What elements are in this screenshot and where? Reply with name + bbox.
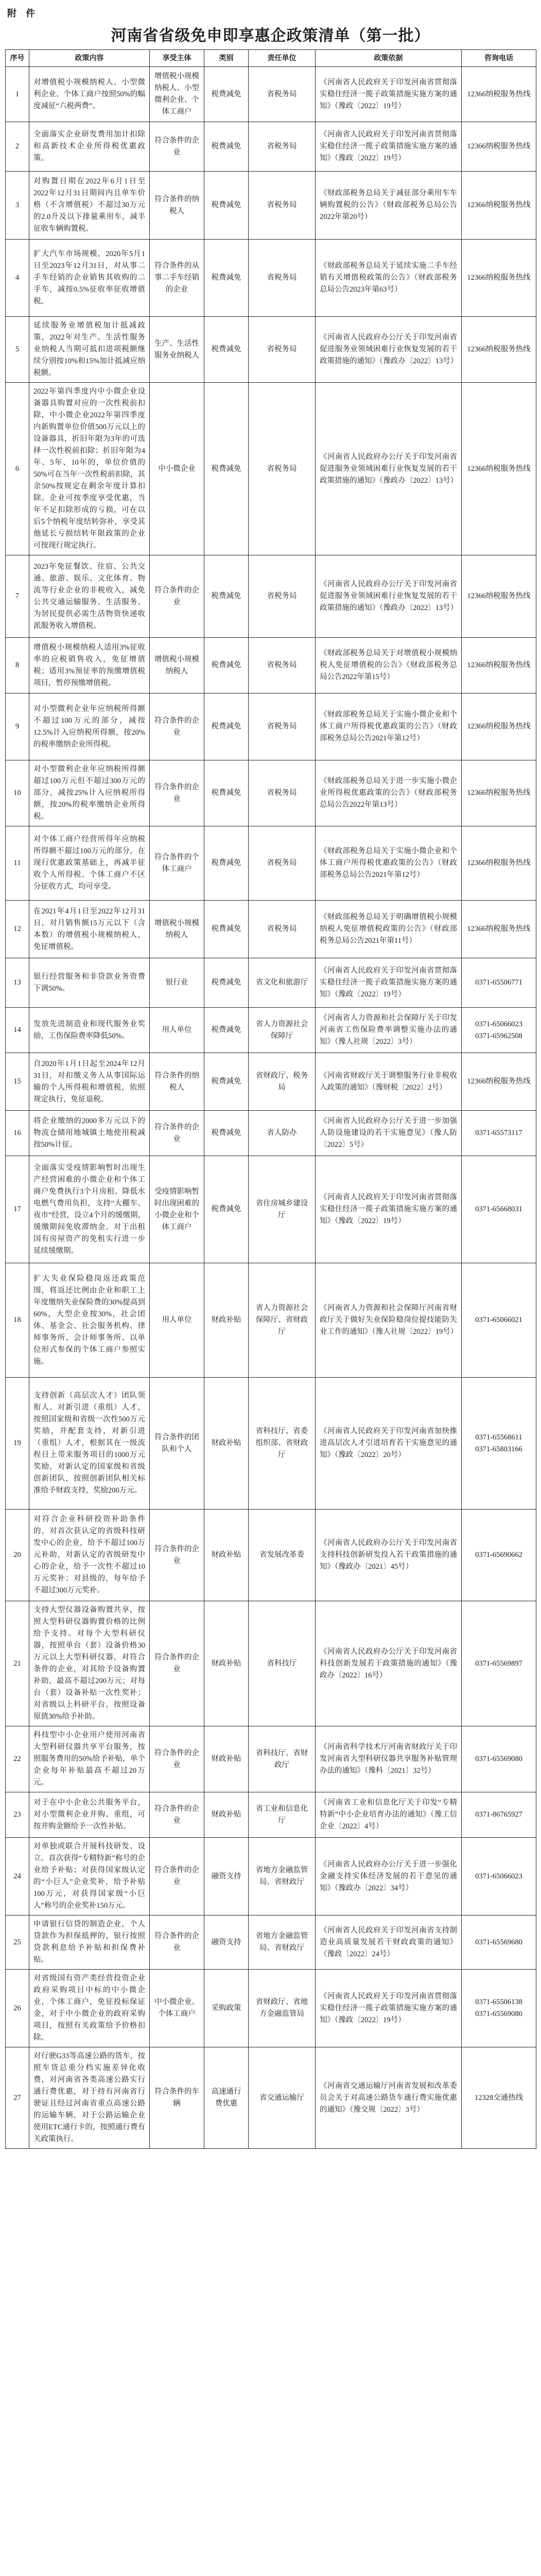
basis-cell: 《财政部税务总局关于减征部分乘用车车辆购置税的公告》（财政部税务总局公告2022年第20号） (316, 172, 462, 240)
subject-cell: 符合条件的企业 (150, 1838, 204, 1916)
subject-cell: 银行业 (150, 958, 204, 1008)
content-cell: 对增值税小规模纳税人、小型微利企业、个体工商户按照50%的幅度减征“六税两费”。 (29, 67, 150, 122)
header-subject: 享受主体 (150, 50, 204, 67)
phone-cell: 0371-65066021 (462, 1263, 536, 1378)
table-row (6, 1053, 536, 1111)
header-basis: 政策依据 (316, 50, 462, 67)
seq-cell: 22 (6, 1726, 29, 1792)
basis-cell: 《河南省人力资源和社会保障厅河南省财政厅关于做好失业保险稳岗位提技能防失业工作的通知》（豫人社规〔2022〕19号） (316, 1263, 462, 1378)
table-row (6, 122, 536, 172)
basis-cell: 《河南省财政厅关于调整服务行业非税收入政策的通知》（豫财税〔2022〕2号） (316, 1053, 462, 1111)
basis-cell: 《河南省工业和信息化厅关于印发“专精特新”中小企业培育办法的通知》（豫工信企业〔2022〕4号） (316, 1792, 462, 1838)
content-cell: 延续服务业增值税加计抵减政策，2022年对生产、生活性服务业纳税人当期可抵扣进项税额继续分别按10%和15%加计抵减应纳税额。 (29, 317, 150, 383)
basis-cell: 《河南省人民政府办公厅关于印发河南省科技创新发展若干政策措施的通知》（豫政办〔2022〕16号） (316, 1601, 462, 1726)
subject-cell: 符合条件的纳税人 (150, 172, 204, 240)
seq-cell: 14 (6, 1008, 29, 1053)
basis-cell: 《河南省人民政府关于印发河南省支持制造业高质量发展若干财政政策的通知》（豫政〔2022〕24号） (316, 1916, 462, 1970)
category-cell: 税费减免 (204, 1156, 249, 1263)
unit-cell: 省住房城乡建设厅 (249, 1156, 316, 1263)
subject-cell: 符合条件的车辆 (150, 2047, 204, 2149)
phone-cell: 12366纳税服务热线 (462, 240, 536, 317)
unit-cell: 省税务局 (249, 826, 316, 901)
phone-cell: 0371-65569897 (462, 1601, 536, 1726)
subject-cell: 符合条件的企业 (150, 555, 204, 638)
category-cell: 财政补贴 (204, 1601, 249, 1726)
basis-cell: 《财政部税务总局关于明确增值税小规模纳税人免征增值税政策的公告》（财政部税务总局公告2021年第11号） (316, 901, 462, 958)
seq-cell: 12 (6, 901, 29, 958)
category-cell: 税费减免 (204, 172, 249, 240)
basis-cell: 《河南省交通运输厅河南省发展和改革委员会关于对高速公路货车通行费实施优惠的通知》（豫交规〔2022〕3号） (316, 2047, 462, 2149)
category-cell: 税费减免 (204, 317, 249, 383)
subject-cell: 符合条件的企业 (150, 1111, 204, 1156)
content-cell: 对个体工商户经营所得年应纳税所得额不超过100万元的部分，在现行优惠政策基础上，再减半征收个人所得税。个体工商户不区分征收方式，均可享受。 (29, 826, 150, 901)
unit-cell: 省人力资源社会保障厅 (249, 1008, 316, 1053)
content-cell: 银行经营服务和非贷款业务资费下调50%。 (29, 958, 150, 1008)
phone-cell: 0371-65690662 (462, 1510, 536, 1601)
table-row (6, 638, 536, 693)
phone-cell: 12366纳税服务热线 (462, 172, 536, 240)
unit-cell: 省税务局 (249, 317, 316, 383)
seq-cell: 8 (6, 638, 29, 693)
table-row (6, 901, 536, 958)
phone-cell: 0371-65568611 0371-65803166 (462, 1378, 536, 1510)
unit-cell: 省税务局 (249, 122, 316, 172)
phone-cell: 0371-65569680 (462, 1916, 536, 1970)
category-cell: 财政补贴 (204, 1792, 249, 1838)
subject-cell: 受疫情影响暂时出现困难的小微企业和个体工商户 (150, 1156, 204, 1263)
unit-cell: 省税务局 (249, 383, 316, 555)
unit-cell: 省地方金融监管局、省财政厅 (249, 1838, 316, 1916)
table-row (6, 1263, 536, 1378)
phone-cell: 0371-65066023 0371-65962508 (462, 1008, 536, 1053)
subject-cell: 符合条件的企业 (150, 122, 204, 172)
table-row (6, 1792, 536, 1838)
table-row (6, 67, 536, 122)
unit-cell: 省交通运输厅 (249, 2047, 316, 2149)
seq-cell: 24 (6, 1838, 29, 1916)
policy-table (5, 49, 536, 2149)
category-cell: 税费减免 (204, 1111, 249, 1156)
seq-cell: 10 (6, 760, 29, 826)
category-cell: 税费减免 (204, 693, 249, 760)
seq-cell: 9 (6, 693, 29, 760)
page-title: 河南省省级免申即享惠企政策清单（第一批） (111, 27, 430, 45)
seq-cell: 3 (6, 172, 29, 240)
category-cell: 税费减免 (204, 383, 249, 555)
subject-cell: 符合条件的企业 (150, 693, 204, 760)
subject-cell: 中小微企业 (150, 383, 204, 555)
subject-cell: 增值税小规模纳税人、小型微利企业、个体工商户 (150, 67, 204, 122)
unit-cell: 省地方金融监管局、省财政厅 (249, 1916, 316, 1970)
seq-cell: 21 (6, 1601, 29, 1726)
seq-cell: 2 (6, 122, 29, 172)
category-cell: 税费减免 (204, 1008, 249, 1053)
seq-cell: 13 (6, 958, 29, 1008)
basis-cell: 《河南省人力资源和社会保障厅关于印发河南省工伤保险费率调整实施办法的通知》（豫人社规〔2022〕3号） (316, 1008, 462, 1053)
phone-cell: 12366纳税服务热线 (462, 317, 536, 383)
category-cell: 税费减免 (204, 760, 249, 826)
seq-cell: 27 (6, 2047, 29, 2149)
basis-cell: 《河南省人民政府办公厅关于印发河南省促进服务业领域困难行业恢复发展的若干政策措施的通知》（豫政办〔2022〕13号） (316, 383, 462, 555)
category-cell: 税费减免 (204, 555, 249, 638)
unit-cell: 省税务局 (249, 172, 316, 240)
content-cell: 在2021年4月1日至2022年12月31日，对月销售额15万元以下（含本数）的增值税小规模纳税人，免征增值税。 (29, 901, 150, 958)
unit-cell: 省人防办 (249, 1111, 316, 1156)
phone-cell: 12366纳税服务热线 (462, 122, 536, 172)
category-cell: 税费减免 (204, 1053, 249, 1111)
basis-cell: 《河南省人民政府办公厅关于进一步强化金融支持实体经济发展的若干意见的通知》（豫政办〔2022〕34号） (316, 1838, 462, 1916)
basis-cell: 《河南省人民政府关于印发河南省贯彻落实稳住经济一揽子政策措施实施方案的通知》（豫政〔2022〕19号） (316, 122, 462, 172)
content-cell: 全面落实企业研发费用加计扣除和高新技术企业所得税优惠政策。 (29, 122, 150, 172)
content-cell: 对于在中小企业公共服务平台，对小型微利企业并购、重组，可按并购金额给予一次性补贴。 (29, 1792, 150, 1838)
category-cell: 财政补贴 (204, 1378, 249, 1510)
content-cell: 对符合企业科研投资补助条件的，对首次获认定的省级科技研发中心的企业，给予不超过100万元补助，对新认定的省级研发中心的企业，给予一次性不超过10万元奖补；对县级的，每年给予不超过300万元奖补。 (29, 1510, 150, 1601)
basis-cell: 《河南省人民政府关于印发河南省加快推进高层次人才引进培育若干实施意见的通知》（豫政〔2022〕20号） (316, 1378, 462, 1510)
category-cell: 税费减免 (204, 826, 249, 901)
seq-cell: 1 (6, 67, 29, 122)
table-row (6, 693, 536, 760)
table-row (6, 1378, 536, 1510)
content-cell: 对省级国有资产类经营投资企业政府采购项目中标的中小微企业，个体工商户，免征投标保证金，对于中小微企业的政府采购项目，按照有关政策给予价格扣除。 (29, 1970, 150, 2047)
phone-cell: 12366纳税服务热线 (462, 638, 536, 693)
basis-cell: 《河南省人民政府关于印发河南省贯彻落实稳住经济一揽子政策措施实施方案的通知》（豫政〔2022〕19号） (316, 1156, 462, 1263)
unit-cell: 省税务局 (249, 67, 316, 122)
table-row (6, 1111, 536, 1156)
content-cell: 对行驶G33等高速公路的货车，按照车货总重分档实施差异化收费，对河南省各类高速公路实行通行费优惠，对于持有河南省行驶证且经过河南省重点高速公路的运输车辆，对于公路运输企业使用ETC通行卡的，按照通行费有关政策执行。 (29, 2047, 150, 2149)
subject-cell: 符合条件的个体工商户 (150, 826, 204, 901)
unit-cell: 省文化和旅游厅 (249, 958, 316, 1008)
table-row (6, 172, 536, 240)
content-cell: 发放先进制造业和现代服务业奖励，工伤保险费率降低50%。 (29, 1008, 150, 1053)
seq-cell: 7 (6, 555, 29, 638)
table-row (6, 1838, 536, 1916)
category-cell: 税费减免 (204, 240, 249, 317)
unit-cell: 省税务局 (249, 555, 316, 638)
content-cell: 对购置日期在2022年6月1日至2022年12月31日期间内且单车价格（不含增值税）不超过30万元的2.0升及以下排量乘用车，减半征收车辆购置税。 (29, 172, 150, 240)
header-unit: 责任单位 (249, 50, 316, 67)
unit-cell: 省人力资源社会保障厅、省财政厅 (249, 1263, 316, 1378)
category-cell: 财政补贴 (204, 1263, 249, 1378)
content-cell: 增值税小规模纳税人适用3%征收率的应税销售收入，免征增值税；适用3%预征率的预缴增值税项目，暂停预缴增值税。 (29, 638, 150, 693)
category-cell: 税费减免 (204, 958, 249, 1008)
subject-cell: 符合条件的团队和个人 (150, 1378, 204, 1510)
phone-cell: 12366纳税服务热线 (462, 67, 536, 122)
phone-cell: 12366纳税服务热线 (462, 555, 536, 638)
unit-cell: 省税务局 (249, 760, 316, 826)
subject-cell: 符合条件的企业 (150, 1601, 204, 1726)
unit-cell: 省税务局 (249, 240, 316, 317)
table-row (6, 1601, 536, 1726)
content-cell: 支持创新（高层次人才）团队领衔人、对新引进（重组）人才，按照国家级和省级一次性500万元奖励，并配套支持，对新引进（重组）人才，根据其在一级流程目上带来服务项目的1000万元奖励，对新认定的国家级和省级创新团队，按照创新团队相关标准给予财政支持，奖励200万元。 (29, 1378, 150, 1510)
basis-cell: 《河南省人民政府办公厅关于进一步加强人防设施建设的若干实施意见》（豫人防〔2022〕5号） (316, 1111, 462, 1156)
content-cell: 申请银行信贷的制造企业，个人贷款作为担保抵押的，银行按照贷款利息给予补贴和担保费补贴。 (29, 1916, 150, 1970)
table-row (6, 383, 536, 555)
table-row (6, 240, 536, 317)
subject-cell: 用人单位 (150, 1008, 204, 1053)
unit-cell: 省税务局 (249, 638, 316, 693)
table-row (6, 1726, 536, 1792)
basis-cell: 《河南省人民政府办公厅关于印发河南省促进服务业领域困难行业恢复发展的若干政策措施的通知》（豫政办〔2022〕13号） (316, 555, 462, 638)
seq-cell: 18 (6, 1263, 29, 1378)
attachment-label: 附 件 (7, 8, 39, 19)
content-cell: 扩大失业保险稳岗返还政策范围，将返还比例由企业和职工上年度缴纳失业保险费的30%提高到60%，大型企业按30%，社会团体、基金会、社会服务机构、律师事务所、会计师事务所、以单位形式参保的个体工商户参照实施。 (29, 1263, 150, 1378)
subject-cell: 符合条件的企业 (150, 1916, 204, 1970)
basis-cell: 《财政部税务总局关于实施小微企业和个体工商户所得税优惠政策的公告》（财政部税务总局公告2021年第12号） (316, 693, 462, 760)
table-row (6, 1156, 536, 1263)
basis-cell: 《河南省人民政府关于印发河南省贯彻落实稳住经济一揽子政策措施实施方案的通知》（豫政〔2022〕19号） (316, 958, 462, 1008)
content-cell: 扩大汽车市场规模，2020年5月1日至2023年12月31日，对从事二手车经销的企业销售其收购的二手车，减按0.5%征收率征收增值税。 (29, 240, 150, 317)
unit-cell: 省工业和信息化厅 (249, 1792, 316, 1838)
phone-cell: 0371-65573117 (462, 1111, 536, 1156)
unit-cell: 省税务局 (249, 693, 316, 760)
subject-cell: 生产、生活性服务业纳税人 (150, 317, 204, 383)
phone-cell: 12366纳税服务热线 (462, 383, 536, 555)
table-row (6, 1510, 536, 1601)
seq-cell: 20 (6, 1510, 29, 1601)
phone-cell: 0371-86765927 (462, 1792, 536, 1838)
category-cell: 融资支持 (204, 1838, 249, 1916)
table-body (6, 67, 536, 2149)
content-cell: 全面落实受疫情影响暂时出现生产经营困难的小微企业和个体工商户免费执行3个月房租、降低水电燃气费用负担，支持“大棚车、夜市”经营，设立4个月的缓缴期，缓缴期间免收滞纳金、对于出租国有房屋资产的免租实行进一步延续缓缴期。 (29, 1156, 150, 1263)
table-row (6, 1970, 536, 2047)
unit-cell: 省科技厅、省委组织部、省财政厅 (249, 1378, 316, 1510)
seq-cell: 25 (6, 1916, 29, 1970)
table-row (6, 555, 536, 638)
category-cell: 税费减免 (204, 638, 249, 693)
subject-cell: 增值税小规模纳税人 (150, 638, 204, 693)
seq-cell: 11 (6, 826, 29, 901)
seq-cell: 19 (6, 1378, 29, 1510)
content-cell: 对单独或联合开展科技研发、设立、首次获得“专精特新”称号的企业给予补贴；对获得国家级认定的“小巨人”企业奖补，给予补贴100万元，对获得国家级“小巨人”称号的企业奖补150万元。 (29, 1838, 150, 1916)
category-cell: 财政补贴 (204, 1726, 249, 1792)
phone-cell: 12366纳税服务热线 (462, 760, 536, 826)
basis-cell: 《河南省人民政府关于印发河南省贯彻落实稳住经济一揽子政策措施实施方案的通知》（豫政〔2022〕19号） (316, 67, 462, 122)
phone-cell: 0371-65569080 (462, 1726, 536, 1792)
phone-cell: 0371-65668031 (462, 1156, 536, 1263)
category-cell: 财政补贴 (204, 1510, 249, 1601)
basis-cell: 《河南省人民政府关于印发河南省贯彻落实稳住经济一揽子政策措施实施方案的通知》（豫政〔2022〕19号） (316, 1970, 462, 2047)
header-phone: 咨询电话 (462, 50, 536, 67)
content-cell: 对小型微利企业年应纳税所得额不超过100万元的部分，减按12.5%计入应纳税所得额，按20%的税率缴纳企业所得税。 (29, 693, 150, 760)
category-cell: 采购政策 (204, 1970, 249, 2047)
phone-cell: 0371-65506138 0371-65569080 (462, 1970, 536, 2047)
subject-cell: 增值税小规模纳税人 (150, 901, 204, 958)
table-row (6, 317, 536, 383)
category-cell: 融资支持 (204, 1916, 249, 1970)
seq-cell: 23 (6, 1792, 29, 1838)
subject-cell: 符合条件的企业 (150, 1510, 204, 1601)
subject-cell: 符合条件的纳税人 (150, 1053, 204, 1111)
seq-cell: 4 (6, 240, 29, 317)
content-cell: 2022年第四季度内中小微企业设备器具购置对应的一次性税前扣除，中小微企业2022年第四季度内新购置单位价值500万元以上的设备器具，折旧年限为3年的可选择一次性税前扣除；折旧年限为4年、5年、10年的，单位价值的50%可在当年一次性税前扣除，其余50%按规定在剩余年度计算扣除。企业可按季度享受优惠，当年不足扣除形成的亏损，可在以后5个纳税年度结转弥补，享受其他延长亏损结转年限政策的企业可按现行规定执行。 (29, 383, 150, 555)
basis-cell: 《财政部税务总局关于对增值税小规模纳税人免征增值税的公告》（财政部税务总局公告2022年第15号） (316, 638, 462, 693)
phone-cell: 12366纳税服务热线 (462, 693, 536, 760)
category-cell: 税费减免 (204, 67, 249, 122)
unit-cell: 省科技厅 (249, 1601, 316, 1726)
category-cell: 高速通行费优惠 (204, 2047, 249, 2149)
unit-cell: 省发展改革委 (249, 1510, 316, 1601)
table-row (6, 826, 536, 901)
content-cell: 将企业缴纳的2000多万元以下的物流仓储用地城镇土地使用税减按50%计征。 (29, 1111, 150, 1156)
header-seq: 序号 (6, 50, 29, 67)
table-row (6, 1916, 536, 1970)
phone-cell: 12328交通热线 (462, 2047, 536, 2149)
unit-cell: 省财政厅、税务局 (249, 1053, 316, 1111)
basis-cell: 《财政部税务总局关于延续实施二手车经销有关增值税政策的公告》（财政部税务总局公告2023年第63号） (316, 240, 462, 317)
subject-cell: 用人单位 (150, 1263, 204, 1378)
category-cell: 税费减免 (204, 122, 249, 172)
content-cell: 支持大型仪器设备购置共享，按照大型科研仪器购置价格的比例给予支持。对每个大型科研仪器，按照单台（套）设备价格30万元以上大型科研仪器，对符合条件的企业，对其给予设备购置补助，最高不超过200万元；对每台（套）设备补贴一次性奖补；对省级以上科研平台，按照设备原值30%给予补助。 (29, 1601, 150, 1726)
basis-cell: 《财政部税务总局关于实施小微企业和个体工商户所得税优惠政策的公告》（财政部税务总局公告2021年第12号） (316, 826, 462, 901)
table-row (6, 958, 536, 1008)
subject-cell: 符合条件的企业 (150, 1792, 204, 1838)
header-category: 类别 (204, 50, 249, 67)
table-row (6, 2047, 536, 2149)
seq-cell: 6 (6, 383, 29, 555)
unit-cell: 省财政厅、省地方金融监管局 (249, 1970, 316, 2047)
basis-cell: 《河南省科学技术厅河南省财政厅关于印发河南省大型科研仪器共享服务补贴管理办法的通知》（豫科〔2021〕32号） (316, 1726, 462, 1792)
subject-cell: 符合条件的企业 (150, 1726, 204, 1792)
category-cell: 税费减免 (204, 901, 249, 958)
phone-cell: 12366纳税服务热线 (462, 901, 536, 958)
table-row (6, 760, 536, 826)
unit-cell: 省科技厅、省财政厅 (249, 1726, 316, 1792)
content-cell: 2023年免征餐饮、住宿、公共交通、旅游、娱乐、文化体育、物流等行业企业的非税收入，减免公共交通运输服务、生活服务、为居民提供必需生活物资快递收派服务收入增值税。 (29, 555, 150, 638)
table-header-row (6, 50, 536, 67)
seq-cell: 15 (6, 1053, 29, 1111)
header-content: 政策内容 (29, 50, 150, 67)
seq-cell: 17 (6, 1156, 29, 1263)
content-cell: 自2020年1月1日起至2024年12月31日，对扣缴义务人从事国际运输的个人所得税和增值税，依照规定执行，免征退税。 (29, 1053, 150, 1111)
phone-cell: 0371-65506771 (462, 958, 536, 1008)
table-row (6, 1008, 536, 1053)
seq-cell: 16 (6, 1111, 29, 1156)
content-cell: 科技型中小企业用户使用河南省大型科研仪器共享平台服务，按照服务费用的50%给予补贴，单个企业每年补贴最高不超过20万元。 (29, 1726, 150, 1792)
unit-cell: 省税务局 (249, 901, 316, 958)
seq-cell: 5 (6, 317, 29, 383)
subject-cell: 中小微企业、个体工商户 (150, 1970, 204, 2047)
content-cell: 对小型微利企业年应纳税所得额超过100万元但不超过300万元的部分，减按25%计入应纳税所得额，按20%的税率缴纳企业所得税。 (29, 760, 150, 826)
phone-cell: 0371-65066023 (462, 1838, 536, 1916)
phone-cell: 12366纳税服务热线 (462, 826, 536, 901)
subject-cell: 符合条件的企业 (150, 760, 204, 826)
phone-cell: 12366纳税服务热线 (462, 1053, 536, 1111)
subject-cell: 符合条件的从事二手车经销的企业 (150, 240, 204, 317)
basis-cell: 《河南省人民政府办公厅关于印发河南省促进服务业领域困难行业恢复发展的若干政策措施的通知》（豫政办〔2022〕13号） (316, 317, 462, 383)
basis-cell: 《财政部税务总局关于进一步实施小微企业所得税优惠政策的公告》（财政部税务总局公告2022年第13号） (316, 760, 462, 826)
seq-cell: 26 (6, 1970, 29, 2047)
basis-cell: 《河南省人民政府办公厅关于印发河南省支持科技创新研发投入若干政策措施的通知》（豫政办〔2021〕45号） (316, 1510, 462, 1601)
